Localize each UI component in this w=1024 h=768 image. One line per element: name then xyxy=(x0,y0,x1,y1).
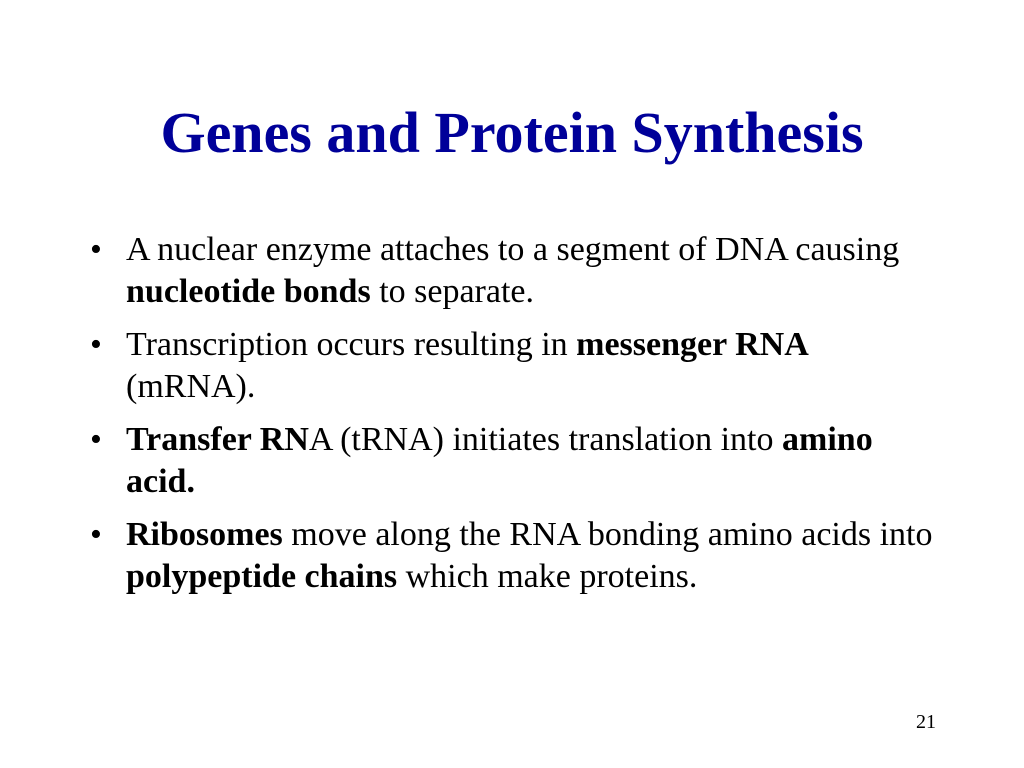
bullet-text-part: move along the RNA bonding amino acids into xyxy=(282,516,933,553)
bold-term: Ribosomes xyxy=(126,516,283,553)
bold-term: amino acid. xyxy=(126,421,873,500)
slide-number: 21 xyxy=(916,711,936,733)
bullet-text-part: which make proteins. xyxy=(397,558,698,595)
bold-term: messenger RNA xyxy=(576,326,809,363)
bullet-marker: • xyxy=(90,421,102,458)
bullet-marker: • xyxy=(90,516,102,553)
bullet-text-part: A nuclear enzyme attaches to a segment of DNA causing xyxy=(126,231,900,268)
bullet-text-part: (mRNA). xyxy=(126,368,256,405)
bullet-marker: • xyxy=(90,231,102,268)
bullet-text-part: to separate. xyxy=(370,273,534,310)
bullet-item xyxy=(84,229,944,313)
bullet-item xyxy=(84,324,944,408)
bullet-text xyxy=(126,421,873,500)
bold-term: Transfer RN xyxy=(126,421,309,458)
bullet-text xyxy=(126,516,933,595)
bullet-text-part: A (tRNA) initiates translation into xyxy=(308,421,783,458)
bullet-item xyxy=(84,419,944,503)
bullet-marker: • xyxy=(90,326,102,363)
bullet-text xyxy=(126,231,899,310)
bold-term: nucleotide bonds xyxy=(126,273,371,310)
bullet-text-part: Transcription occurs resulting in xyxy=(126,326,577,363)
bold-term: polypeptide chains xyxy=(126,558,398,595)
bullet-item xyxy=(84,514,944,598)
bullet-text xyxy=(126,326,809,405)
bullet-list xyxy=(84,229,944,609)
slide-title: Genes and Protein Synthesis xyxy=(160,100,864,165)
